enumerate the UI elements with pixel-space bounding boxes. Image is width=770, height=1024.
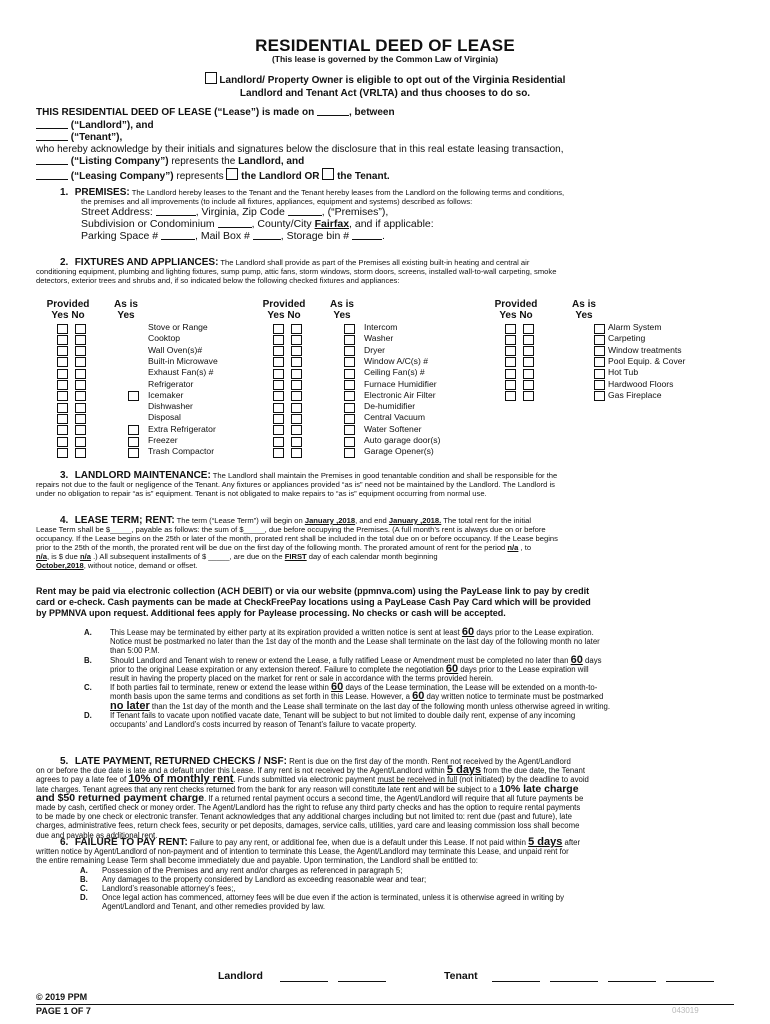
clause-a1: This Lease may be terminated by either party at its expiration provided a written notice is sent at least bbox=[110, 628, 460, 637]
maintenance-text2: repairs not due to the fault or negligence of the Tenant. Any fixtures or appliances provided “as is” need not be maintained by the Landlord. The Landlord is bbox=[36, 480, 555, 489]
clause-b1: Should Landlord and Tenant wish to renew or extend the Lease, a fully ratified Lease or Amendment must be completed no later than bbox=[110, 655, 569, 665]
col2-provided-no-checkbox[interactable] bbox=[291, 357, 302, 367]
col3-provided-no-checkbox[interactable] bbox=[523, 357, 534, 367]
late-l9: due and payable as additional rent. bbox=[36, 830, 158, 840]
col1-provided-no-checkbox[interactable] bbox=[75, 403, 86, 413]
optout-statement bbox=[120, 72, 650, 100]
failure-b: Any damages to the property considered by Landlord as exceeding reasonable wear and tear; bbox=[102, 874, 427, 884]
clause-a3: than 5:00 P.M. bbox=[110, 646, 160, 656]
col1-provided-yes-checkbox[interactable] bbox=[57, 414, 68, 424]
tenant-initial-3[interactable] bbox=[608, 972, 656, 982]
col2-provided-header bbox=[254, 299, 314, 321]
failure-five-days: 5 days bbox=[528, 836, 563, 848]
late-l3a: agrees to pay a late fee of bbox=[36, 775, 127, 785]
col1-provided-no-checkbox[interactable] bbox=[75, 369, 86, 379]
term-l1a: The term (“Lease Term”) will begin on bbox=[176, 516, 303, 525]
intro-block bbox=[36, 106, 756, 182]
listing-company-blank[interactable] bbox=[36, 155, 68, 165]
clause-a2: Notice must be postmarked no later than the 1st day of the month and the Lease shall terminate on the last day of the following month no later bbox=[110, 637, 600, 647]
late-num: 5. bbox=[60, 756, 69, 767]
col1-provided-no-checkbox[interactable] bbox=[75, 425, 86, 435]
late-l3b: . Funds submitted via electronic payment bbox=[233, 775, 376, 785]
clause-b-label: B. bbox=[84, 655, 92, 665]
failure-l3: the entire remaining Lease Term shall become immediately due and payable. Upon termination, the Landlord shall be entitled to: bbox=[36, 856, 478, 866]
col1-item: Exhaust Fan(s) # bbox=[148, 367, 214, 378]
col3-item: Pool Equip. & Cover bbox=[608, 355, 686, 366]
the-tenant: the Tenant. bbox=[337, 170, 390, 182]
city-label: , Virginia, Zip Code bbox=[195, 206, 285, 218]
document-subtitle: (This lease is governed by the Common Law of Virginia) bbox=[271, 54, 499, 64]
clause-d-label: D. bbox=[84, 710, 92, 720]
parking-blank[interactable] bbox=[161, 230, 195, 240]
late-l4a: late charges. Tenant agrees that any rent checks returned from the bank for any reason will constitute late rent and will be subject to a bbox=[36, 784, 497, 794]
maintenance-text3: under no obligation to repair “as is” equipment. Tenant is not obligated to make repairs to “as is” equipment occurring from normal use. bbox=[36, 489, 487, 498]
col1-provided-no-checkbox[interactable] bbox=[75, 448, 86, 458]
col1-asis-header bbox=[106, 299, 146, 321]
col2-asis-checkbox[interactable] bbox=[344, 425, 355, 435]
col2-asis-checkbox[interactable] bbox=[344, 448, 355, 458]
failure-section bbox=[36, 838, 758, 912]
col3-asis-checkbox[interactable] bbox=[594, 324, 605, 334]
col2-item: De-humidifier bbox=[364, 401, 416, 412]
col1-provided-yes-checkbox[interactable] bbox=[57, 425, 68, 435]
col1-item: Wall Oven(s)# bbox=[148, 344, 203, 355]
mailbox-blank[interactable] bbox=[253, 230, 281, 240]
if-applicable: , and if applicable: bbox=[349, 218, 434, 230]
storage-label: , Storage bin # bbox=[280, 230, 350, 242]
term-l2: Lease Term shall be $_____, payable as follows: the sum of $_____, due before occupying the Premises. (A full month’s rent is always due on or before bbox=[36, 525, 546, 534]
date-blank[interactable] bbox=[317, 106, 349, 116]
copyright: © 2019 PPM bbox=[36, 992, 88, 1002]
provided-label: Provided bbox=[262, 299, 306, 310]
col3-asis-checkbox[interactable] bbox=[594, 357, 605, 367]
col2-provided-no-checkbox[interactable] bbox=[291, 425, 302, 435]
term-begin: January ,2018 bbox=[304, 516, 356, 525]
col3-asis-header bbox=[564, 299, 604, 321]
col3-provided-yes-checkbox[interactable] bbox=[505, 391, 516, 401]
col1-item: Refrigerator bbox=[148, 378, 194, 389]
col1-item: Cooktop bbox=[148, 333, 181, 344]
clause-c3a: no later bbox=[110, 699, 150, 712]
col1-provided-header bbox=[38, 299, 98, 321]
represents-text: represents the bbox=[171, 156, 236, 167]
intro-ack: who hereby acknowledge by their initials and signatures below the disclosure that in this real estate leasing transaction, bbox=[36, 143, 564, 155]
col3-provided-yes-checkbox[interactable] bbox=[505, 369, 516, 379]
document-title: RESIDENTIAL DEED OF LEASE bbox=[255, 36, 515, 55]
col2-provided-yes-checkbox[interactable] bbox=[273, 346, 284, 356]
col2-item: Dryer bbox=[364, 344, 386, 355]
leasing-company-label: (“Leasing Company”) bbox=[70, 170, 174, 182]
footer-rule bbox=[36, 1004, 734, 1005]
col1-provided-yes-checkbox[interactable] bbox=[57, 380, 68, 390]
parking-label: Parking Space # bbox=[81, 230, 159, 242]
col1-provided-yes-checkbox[interactable] bbox=[57, 357, 68, 367]
col1-asis-checkbox[interactable] bbox=[128, 437, 139, 447]
yes-label: Yes bbox=[575, 310, 593, 321]
late-l2a: on or before the due date is late and a default under this Lease. If any rent is not received by the Agent/Landlord within bbox=[36, 766, 445, 776]
col2-provided-yes-checkbox[interactable] bbox=[273, 380, 284, 390]
clause-d1: If Tenant fails to vacate upon notified vacate date, Tenant will be subject to but not limited to double daily rent, expense of any incoming bbox=[110, 710, 576, 720]
yes-label: Yes bbox=[117, 310, 135, 321]
failure-l2: written notice by Agent/Landlord of non-payment and of intention to terminate this Lease, the Agent/Landlord may terminate this Lease, and unpaid rent for bbox=[36, 847, 569, 857]
term-na1: n/a bbox=[507, 543, 519, 552]
maintenance-num: 3. bbox=[60, 470, 69, 481]
payment-l3: by PPMNVA upon request. Additional fees apply for Paylease processing. No checks or cash will be accepted. bbox=[36, 607, 506, 618]
landlord-initial-2[interactable] bbox=[338, 972, 386, 982]
failure-l1a: Failure to pay any rent, or additional fee, when due is a default under this Lease. If not paid within bbox=[190, 838, 526, 847]
yesno-label: Yes No bbox=[499, 310, 533, 321]
provided-label: Provided bbox=[494, 299, 538, 310]
col1-provided-no-checkbox[interactable] bbox=[75, 437, 86, 447]
col3-item: Hot Tub bbox=[608, 367, 639, 378]
col1-provided-yes-checkbox[interactable] bbox=[57, 391, 68, 401]
clause-a1b: days prior to the Lease expiration. bbox=[476, 628, 594, 637]
col2-provided-no-checkbox[interactable] bbox=[291, 335, 302, 345]
fixtures-text2: conditioning equipment, plumbing and lighting fixtures, sump pump, attic fans, storm windows, storm doors, screens, installed wall-to-wall carpeting, smoke bbox=[36, 267, 557, 276]
maintenance-section bbox=[36, 471, 756, 498]
col3-provided-no-checkbox[interactable] bbox=[523, 369, 534, 379]
street-blank[interactable] bbox=[156, 206, 196, 216]
clause-b1b: days bbox=[585, 655, 602, 665]
failure-num: 6. bbox=[60, 837, 69, 848]
failure-a: Possession of the Premises and any rent and/or charges as referenced in paragraph 5; bbox=[102, 865, 403, 875]
represents-text2: represents bbox=[176, 170, 224, 182]
col1-asis-checkbox[interactable] bbox=[128, 425, 139, 435]
col3-item: Window treatments bbox=[608, 344, 682, 355]
late-l6: made by cash, certified check or money order. The Agent/Landlord has the right to refuse any third party checks and has the option to require rental payments bbox=[36, 803, 581, 813]
col3-asis-checkbox[interactable] bbox=[594, 369, 605, 379]
col3-provided-no-checkbox[interactable] bbox=[523, 346, 534, 356]
col2-provided-yes-checkbox[interactable] bbox=[273, 357, 284, 367]
leasing-company-blank[interactable] bbox=[36, 170, 68, 180]
listing-landlord: Landlord, and bbox=[238, 156, 305, 167]
payment-l2: card or e-check. Cash payments can be made at CheckFreePay locations using a PayLease Cash Pay Card which will be provided bbox=[36, 596, 591, 607]
intro-tenant: (“Tenant”), bbox=[70, 132, 123, 143]
optout-line2: Landlord and Tenant Act (VRLTA) and thus chooses to do so. bbox=[239, 88, 531, 99]
col3-item: Hardwood Floors bbox=[608, 378, 674, 389]
clause-d2: occupants’ and Landlord’s costs incurred by reason of Tenant’s failure to vacate property. bbox=[110, 720, 417, 730]
col2-asis-checkbox[interactable] bbox=[344, 335, 355, 345]
term-l1c: The total rent for the initial bbox=[443, 516, 532, 525]
col1-item: Disposal bbox=[148, 412, 181, 423]
landlord-or: the Landlord OR bbox=[241, 170, 320, 182]
tenant-checkbox[interactable] bbox=[322, 168, 334, 180]
form-code: 043019 bbox=[672, 1006, 699, 1015]
clause-c2b: day written notice to terminate must be postmarked bbox=[426, 692, 604, 702]
col1-provided-no-checkbox[interactable] bbox=[75, 324, 86, 334]
col2-asis-checkbox[interactable] bbox=[344, 403, 355, 413]
col2-asis-checkbox[interactable] bbox=[344, 369, 355, 379]
clause-c2: month basis upon the same terms and conditions as set forth in this Lease. However, a bbox=[110, 692, 410, 702]
col1-provided-no-checkbox[interactable] bbox=[75, 357, 86, 367]
col2-provided-yes-checkbox[interactable] bbox=[273, 324, 284, 334]
optout-line1: Landlord/ Property Owner is eligible to opt out of the Virginia Residential bbox=[219, 75, 566, 86]
col3-asis-checkbox[interactable] bbox=[594, 391, 605, 401]
late-section bbox=[36, 757, 758, 840]
col1-provided-no-checkbox[interactable] bbox=[75, 380, 86, 390]
col3-provided-yes-checkbox[interactable] bbox=[505, 380, 516, 390]
term-due: due bbox=[65, 552, 78, 561]
fixtures-table bbox=[0, 322, 770, 462]
col1-provided-no-checkbox[interactable] bbox=[75, 346, 86, 356]
premises-heading: PREMISES: bbox=[74, 187, 130, 198]
col2-provided-yes-checkbox[interactable] bbox=[273, 369, 284, 379]
col2-asis-checkbox[interactable] bbox=[344, 324, 355, 334]
term-october: October,2018 bbox=[36, 561, 84, 570]
premises-label: , (“Premises”), bbox=[321, 206, 389, 218]
col1-asis-checkbox[interactable] bbox=[128, 391, 139, 401]
clause-b-days2: 60 bbox=[445, 662, 459, 675]
col2-provided-yes-checkbox[interactable] bbox=[273, 391, 284, 401]
intro-between: , between bbox=[348, 107, 395, 118]
clause-c1: If both parties fail to terminate, renew or extend the lease within bbox=[110, 683, 329, 693]
term-num: 4. bbox=[60, 515, 69, 526]
col2-provided-no-checkbox[interactable] bbox=[291, 369, 302, 379]
col2-asis-checkbox[interactable] bbox=[344, 437, 355, 447]
col2-item: Electronic Air Filter bbox=[364, 389, 436, 400]
col1-provided-yes-checkbox[interactable] bbox=[57, 324, 68, 334]
col2-provided-yes-checkbox[interactable] bbox=[273, 414, 284, 424]
col2-asis-checkbox[interactable] bbox=[344, 380, 355, 390]
late-heading: LATE PAYMENT, RETURNED CHECKS / NSF: bbox=[74, 756, 287, 767]
tenant-blank[interactable] bbox=[36, 131, 68, 141]
listing-company-label: (“Listing Company”) bbox=[70, 156, 169, 167]
term-l6: , without notice, demand or offset. bbox=[83, 561, 198, 570]
col2-provided-no-checkbox[interactable] bbox=[291, 437, 302, 447]
col1-provided-no-checkbox[interactable] bbox=[75, 335, 86, 345]
col2-provided-yes-checkbox[interactable] bbox=[273, 403, 284, 413]
failure-c-label: C. bbox=[80, 884, 88, 894]
late-l1: Rent is due on the first day of the month. Rent not received by the Agent/Landlord bbox=[289, 757, 571, 766]
col2-provided-yes-checkbox[interactable] bbox=[273, 425, 284, 435]
street-label: Street Address: bbox=[81, 206, 153, 218]
failure-d2: Agent/Landlord and Tenant, and other remedies provided by law. bbox=[102, 902, 326, 912]
failure-b-label: B. bbox=[80, 874, 88, 884]
col3-provided-yes-checkbox[interactable] bbox=[505, 335, 516, 345]
premises-text2: the premises and all improvements (to include all fixtures, appliances, equipment and systems) described as follows: bbox=[81, 197, 473, 206]
col3-asis-checkbox[interactable] bbox=[594, 346, 605, 356]
provided-label: Provided bbox=[46, 299, 90, 310]
subdivision-blank[interactable] bbox=[218, 218, 252, 228]
col1-provided-no-checkbox[interactable] bbox=[75, 391, 86, 401]
failure-d1: Once legal action has commenced, attorney fees will be due even if the action is terminated, unless it is otherwise agreed in writing by bbox=[102, 893, 564, 903]
landlord-blank[interactable] bbox=[36, 119, 68, 129]
landlord-checkbox[interactable] bbox=[226, 168, 238, 180]
failure-a-label: A. bbox=[80, 865, 88, 875]
col2-item: Central Vacuum bbox=[364, 412, 425, 423]
maintenance-heading: LANDLORD MAINTENANCE: bbox=[74, 470, 211, 481]
fixtures-section bbox=[36, 258, 756, 285]
yes-label: Yes bbox=[333, 310, 351, 321]
col2-asis-checkbox[interactable] bbox=[344, 346, 355, 356]
col2-provided-yes-checkbox[interactable] bbox=[273, 448, 284, 458]
late-ten-percent: 10% of monthly rent bbox=[128, 773, 234, 786]
late-l3c: must be received in full bbox=[377, 775, 458, 785]
col3-provided-no-checkbox[interactable] bbox=[523, 391, 534, 401]
term-heading: LEASE TERM; RENT: bbox=[74, 515, 175, 526]
col2-provided-no-checkbox[interactable] bbox=[291, 324, 302, 334]
asis-label: As is bbox=[572, 299, 596, 310]
term-l5d: day of each calendar month beginning bbox=[308, 552, 438, 561]
col1-provided-yes-checkbox[interactable] bbox=[57, 403, 68, 413]
col2-asis-checkbox[interactable] bbox=[344, 391, 355, 401]
col2-item: Intercom bbox=[364, 322, 398, 332]
intro-line1: THIS RESIDENTIAL DEED OF LEASE (“Lease”) is made on bbox=[36, 107, 315, 118]
col1-provided-yes-checkbox[interactable] bbox=[57, 346, 68, 356]
col3-provided-no-checkbox[interactable] bbox=[523, 380, 534, 390]
page-number: PAGE 1 OF 7 bbox=[36, 1006, 91, 1016]
term-to: to bbox=[524, 543, 532, 552]
late-l4b: 10% late charge bbox=[499, 782, 579, 795]
county-label: , County/City bbox=[251, 218, 312, 230]
clause-b-days: 60 bbox=[570, 653, 583, 666]
late-five-days: 5 days bbox=[446, 764, 482, 777]
zip-blank[interactable] bbox=[288, 206, 322, 216]
col1-item: Stove or Range bbox=[148, 322, 208, 332]
col2-provided-yes-checkbox[interactable] bbox=[273, 335, 284, 345]
clause-a-days: 60 bbox=[461, 626, 475, 638]
asis-label: As is bbox=[114, 299, 138, 310]
col2-item: Ceiling Fan(s) # bbox=[364, 367, 425, 378]
col3-asis-checkbox[interactable] bbox=[594, 335, 605, 345]
clause-c1b: days of the Lease termination, the Lease will be extended on a month-to- bbox=[345, 683, 598, 693]
premises-section: 1. PREMISES: The Landlord hereby leases to the Tenant and the Tenant hereby leases from the Landlord on the following terms and conditions, the premises and all improvements (to include all fixtures, appliances, equipment and systems) described as follows: Street Address: , Virginia, Zip Code , (“Premises”), Subdivision or Condominium , County/City Fairfax, and if applicable: Parking Space # , Mail Box # , Storage bin # . bbox=[36, 188, 756, 242]
term-l1b: , and end bbox=[355, 516, 387, 525]
col3-provided-yes-checkbox[interactable] bbox=[505, 324, 516, 334]
term-l5c: .) All subsequent installments of $ _____, are due on the bbox=[93, 552, 283, 561]
optout-checkbox[interactable] bbox=[205, 72, 217, 84]
failure-l1b: after bbox=[564, 838, 581, 847]
col3-provided-yes-checkbox[interactable] bbox=[505, 357, 516, 367]
landlord-signature-label: Landlord bbox=[218, 970, 263, 982]
col1-provided-yes-checkbox[interactable] bbox=[57, 335, 68, 345]
col2-item: Auto garage door(s) bbox=[364, 435, 441, 445]
storage-blank[interactable] bbox=[352, 230, 382, 240]
col1-provided-no-checkbox[interactable] bbox=[75, 414, 86, 424]
col2-asis-checkbox[interactable] bbox=[344, 357, 355, 367]
col2-provided-no-checkbox[interactable] bbox=[291, 391, 302, 401]
fixtures-num: 2. bbox=[60, 257, 69, 268]
county-value: Fairfax bbox=[314, 218, 350, 230]
term-l4a: prior to the 25th of the month, the prorated rent will be due on the first day of the following month. The prorated amount of rent for the period bbox=[36, 543, 506, 552]
col1-provided-yes-checkbox[interactable] bbox=[57, 437, 68, 447]
clauses-section bbox=[84, 626, 758, 730]
col2-asis-checkbox[interactable] bbox=[344, 414, 355, 424]
payment-l1: Rent may be paid via electronic collection (ACH DEBIT) or via our website (ppmnva.com) using the PayLease link to pay by credit bbox=[36, 586, 590, 596]
clause-b3: result in having the property placed on the market for rent or sale in accordance with the terms provided herein. bbox=[110, 674, 494, 684]
clause-c3b: than the 1st day of the month and the Lease shall terminate on the last day of the following month unless otherwise agreed in writing. bbox=[151, 701, 611, 711]
late-l5a: and $50 returned payment charge bbox=[36, 791, 205, 804]
intro-landlord: (“Landlord”), and bbox=[70, 119, 154, 131]
col3-item: Gas Fireplace bbox=[608, 389, 662, 400]
late-l7: to be made by one check or electronic transfer. Tenant acknowledges that any additional charges including but not limited to: rent due (past and future), late bbox=[36, 812, 573, 822]
col2-item: Furnace Humidifier bbox=[364, 378, 437, 389]
maintenance-text1: The Landlord shall maintain the Premises in good tenantable condition and shall be responsible for the bbox=[212, 471, 558, 480]
asis-label: As is bbox=[330, 299, 354, 310]
term-l3: occupancy. If the Lease begins on the 25th or later of the month, prorated rent shall be included in the total due on or before occupancy. If the Lease begins bbox=[36, 534, 558, 543]
col3-asis-checkbox[interactable] bbox=[594, 380, 605, 390]
term-l5a: , is $ bbox=[46, 552, 64, 561]
late-l5b: . If a returned rental payment occurs a second time, the Agent/Landlord will require that all future payments be bbox=[204, 793, 584, 803]
col3-item: Alarm System bbox=[608, 322, 662, 332]
col1-asis-checkbox[interactable] bbox=[128, 448, 139, 458]
fixtures-text3: detectors, exterior trees and shrubs and, if so indicated below the following checked fixtures and appliances: bbox=[36, 276, 400, 285]
col2-provided-yes-checkbox[interactable] bbox=[273, 437, 284, 447]
col2-provided-no-checkbox[interactable] bbox=[291, 448, 302, 458]
col2-item: Washer bbox=[364, 333, 394, 344]
col3-item: Carpeting bbox=[608, 333, 646, 344]
col1-item: Freezer bbox=[148, 435, 178, 445]
col1-provided-yes-checkbox[interactable] bbox=[57, 448, 68, 458]
tenant-initial-2[interactable] bbox=[550, 972, 598, 982]
term-na3: n/a bbox=[79, 552, 91, 561]
subdivision-label: Subdivision or Condominium bbox=[81, 218, 215, 230]
col1-item: Extra Refrigerator bbox=[148, 423, 216, 434]
clause-b2b: days prior to the Lease expiration will bbox=[460, 664, 589, 674]
clause-c-days2: 60 bbox=[412, 690, 425, 703]
col1-item: Dishwasher bbox=[148, 401, 193, 412]
late-l2b: from the due date, the Tenant bbox=[483, 766, 586, 776]
col3-provided-no-checkbox[interactable] bbox=[523, 335, 534, 345]
col2-provided-no-checkbox[interactable] bbox=[291, 346, 302, 356]
clause-a-label: A. bbox=[84, 628, 92, 637]
premises-num: 1. bbox=[60, 187, 69, 198]
clause-b2: prior to the original Lease expiration or any extension thereof. Failure to complete the negotiation bbox=[110, 664, 444, 674]
tenant-initial-1[interactable] bbox=[492, 972, 540, 982]
tenant-signature-label: Tenant bbox=[444, 970, 478, 982]
col1-item: Icemaker bbox=[148, 389, 184, 400]
fixtures-heading: FIXTURES AND APPLIANCES: bbox=[74, 257, 219, 268]
col2-item: Water Softener bbox=[364, 423, 422, 434]
clause-c-days: 60 bbox=[331, 681, 344, 694]
col1-provided-yes-checkbox[interactable] bbox=[57, 369, 68, 379]
col2-provided-no-checkbox[interactable] bbox=[291, 414, 302, 424]
col3-provided-no-checkbox[interactable] bbox=[523, 324, 534, 334]
failure-d-label: D. bbox=[80, 893, 88, 903]
col1-item: Built-in Microwave bbox=[148, 355, 218, 366]
col2-provided-no-checkbox[interactable] bbox=[291, 403, 302, 413]
late-l3d: (not initiated) by the deadline to avoid bbox=[459, 775, 589, 785]
failure-c: Landlord’s reasonable attorney’s fees;, bbox=[102, 884, 236, 894]
col3-provided-yes-checkbox[interactable] bbox=[505, 346, 516, 356]
col2-item: Window A/C(s) # bbox=[364, 355, 428, 366]
clause-c-label: C. bbox=[84, 683, 92, 693]
late-l8: charges, administrative fees, return check fees, security or pet deposits, damages, service calls, utilities, yard care and leasing commission loss shall become bbox=[36, 821, 580, 831]
col1-item: Trash Compactor bbox=[148, 446, 215, 457]
failure-heading: FAILURE TO PAY RENT: bbox=[74, 837, 188, 848]
yesno-label: Yes No bbox=[51, 310, 85, 321]
fixtures-text1: The Landlord shall provide as part of the Premises all existing built-in heating and central air bbox=[220, 258, 530, 267]
col2-item: Garage Opener(s) bbox=[364, 446, 434, 457]
term-na2: n/a bbox=[36, 552, 47, 561]
term-first: FIRST bbox=[284, 552, 307, 561]
tenant-initial-4[interactable] bbox=[666, 972, 714, 982]
yesno-label: Yes No bbox=[267, 310, 301, 321]
premises-text1: The Landlord hereby leases to the Tenant and the Tenant hereby leases from the Landlord on the following terms and conditions, bbox=[131, 188, 565, 197]
col3-provided-header bbox=[486, 299, 546, 321]
term-section: 4. LEASE TERM; RENT: The term (“Lease Term”) will begin on January ,2018, and end January ,2018. The total rent for the initial Lease Term shall be $_____, payable as follows: the sum of $_____, due before occupying the Premises. (A full month’s rent is always due on or before occupancy. If the Lease begins on the 25th or later of the month, prorated rent shall be included in the total due on or before occupancy. If the Lease begins prior to the 25th of the month, the prorated rent will be due on the first day of the following month. The prorated amount of rent for the period n/a , to n/a, is $ due n/a .) All subsequent installments of $ _____, are due on the FIRST day of each calendar month beginning October,2018, without notice, demand or offset. bbox=[36, 516, 756, 570]
landlord-initial-1[interactable] bbox=[280, 972, 328, 982]
mailbox-label: , Mail Box # bbox=[194, 230, 250, 242]
payment-section bbox=[36, 586, 756, 618]
col2-provided-no-checkbox[interactable] bbox=[291, 380, 302, 390]
term-end: January ,2018. bbox=[388, 516, 442, 525]
col2-asis-header bbox=[322, 299, 362, 321]
